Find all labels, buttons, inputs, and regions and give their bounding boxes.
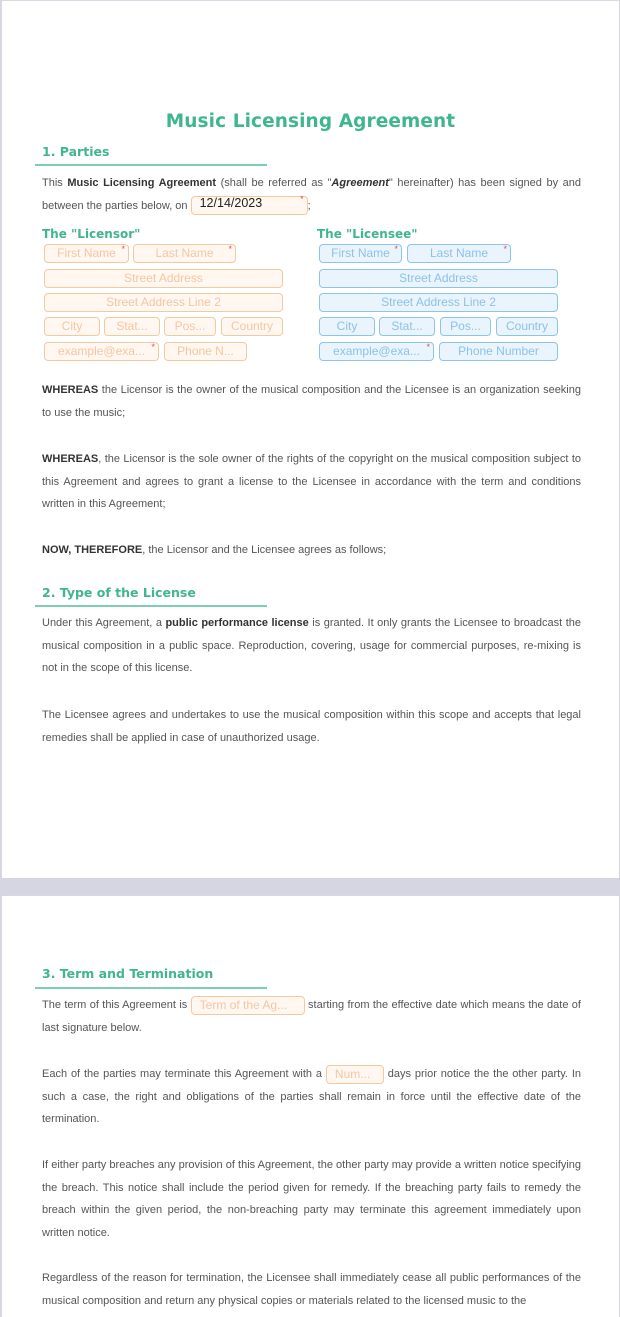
licensor-street2-field[interactable]: Street Address Line 2 [44, 293, 283, 312]
licensor-email-field[interactable]: example@exa... * [44, 342, 159, 361]
licensee-street2-field[interactable]: Street Address Line 2 [319, 293, 558, 312]
document-page-2 [1, 895, 619, 1317]
licensee-email-field[interactable]: example@exa... * [319, 342, 434, 361]
licensee-street-field[interactable]: Street Address [319, 269, 558, 288]
now-therefore-paragraph: NOW, THEREFORE, the Licensor and the Licensee agrees as follows; [42, 544, 387, 556]
licensor-first-name-field[interactable]: First Name * [44, 244, 129, 263]
document-title: Music Licensing Agreement [165, 111, 456, 132]
license-type-paragraph-1: Under this Agreement, a public performance license is granted. It only grants the Licensee to broadcast the musical composition in a public space. Reproduction, covering, usage for commercial purposes, re-mixing is not in the scope of this license. [42, 617, 581, 674]
term-paragraph-2: Each of the parties may terminate this Agreement with a Num... days prior notice the the other party. In such a case, the right and obligations of the parties shall remain in force until the effective date of the termination. [42, 1066, 581, 1125]
section-divider [35, 605, 267, 607]
licensor-heading: The "Licensor" [42, 227, 141, 241]
licensee-first-name-field[interactable]: First Name * [319, 244, 402, 263]
section-divider [35, 987, 267, 989]
term-duration-field[interactable]: Term of the Ag... [191, 996, 305, 1015]
licensor-last-name-field[interactable]: Last Name * [133, 244, 236, 263]
term-paragraph-4: Regardless of the reason for termination, the Licensee shall immediately cease all public performances of the musical composition and return any physical copies or materials related to the licensed music to the [42, 1272, 581, 1307]
whereas-paragraph-1: WHEREAS the Licensor is the owner of the musical composition and the Licensee is an organization seeking to use the music; [42, 384, 581, 419]
licensor-state-field[interactable]: Stat... [104, 317, 160, 336]
licensor-postal-field[interactable]: Pos... [164, 317, 216, 336]
section-heading-license-type: 2. Type of the License [42, 585, 196, 600]
licensee-city-field[interactable]: City [319, 317, 375, 336]
whereas-paragraph-2: WHEREAS, the Licensor is the sole owner of the rights of the copyright on the musical composition subject to this Agreement and agrees to grant a license to the Licensee in accordance with the term and conditions written in this Agreement; [42, 453, 581, 510]
licensee-heading: The "Licensee" [317, 227, 418, 241]
section-heading-parties: 1. Parties [42, 144, 110, 159]
section-heading-term: 3. Term and Termination [42, 966, 214, 981]
notice-days-field[interactable]: Num... [326, 1065, 384, 1084]
licensee-country-field[interactable]: Country [496, 317, 558, 336]
licensee-phone-field[interactable]: Phone Number [439, 342, 558, 361]
licensor-city-field[interactable]: City [44, 317, 100, 336]
parties-intro: This Music Licensing Agreement (shall be referred as "Agreement" hereinafter) has been signed by and between the parties below, on 12/14/2023 * ; [42, 172, 581, 217]
agreement-date-field[interactable]: 12/14/2023 * [191, 196, 308, 215]
document-page-1 [1, 0, 619, 878]
section-divider [35, 164, 267, 166]
licensee-state-field[interactable]: Stat... [379, 317, 435, 336]
term-paragraph-1: The term of this Agreement is Term of the Ag... starting from the effective date which means the date of last signature below. [42, 997, 581, 1034]
licensor-phone-field[interactable]: Phone N... [164, 342, 247, 361]
license-type-paragraph-2: The Licensee agrees and undertakes to use the musical composition within this scope and accepts that legal remedies shall be applied in case of unauthorized usage. [42, 709, 581, 744]
licensee-last-name-field[interactable]: Last Name * [407, 244, 511, 263]
licensor-country-field[interactable]: Country [221, 317, 283, 336]
licensor-street-field[interactable]: Street Address [44, 269, 283, 288]
licensee-postal-field[interactable]: Pos... [440, 317, 491, 336]
term-paragraph-3: If either party breaches any provision of this Agreement, the other party may provide a written notice specifying the breach. This notice shall include the period given for remedy. If the breaching party fails to remedy the breach within the given period, the non-breaching party may terminate this agreement immediately upon written notice. [42, 1159, 581, 1239]
